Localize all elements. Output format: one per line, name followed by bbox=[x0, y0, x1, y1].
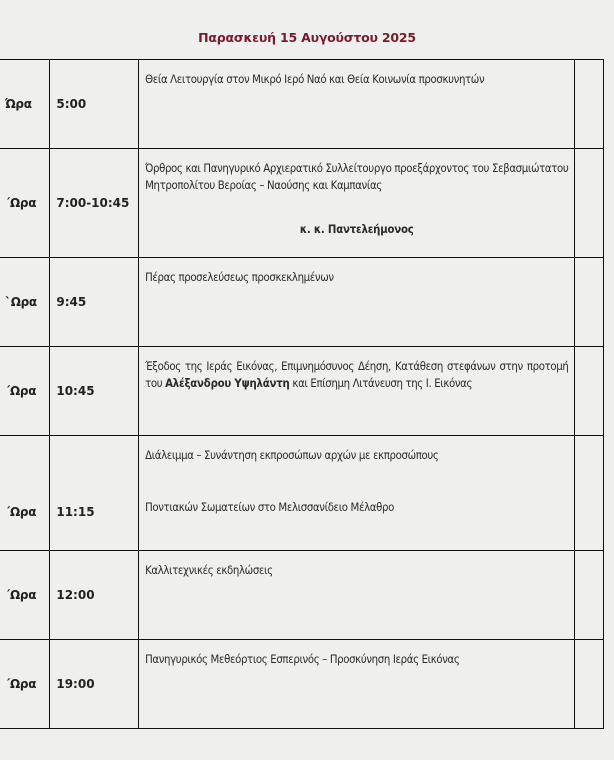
description-cell bbox=[139, 436, 575, 551]
event-emphasis: κ. κ. Παντελεήμονος bbox=[299, 223, 414, 236]
hour-label: `Ωρα bbox=[5, 295, 37, 309]
time-cell bbox=[50, 60, 139, 149]
time-cell bbox=[50, 436, 139, 551]
time-value: 19:00 bbox=[56, 677, 95, 691]
hour-label: Ώρα bbox=[5, 97, 32, 111]
description-cell bbox=[139, 258, 575, 347]
description-bold-name: Αλέξανδρου Υψηλάντη bbox=[165, 377, 290, 390]
hour-label-cell bbox=[0, 258, 50, 347]
description-cell bbox=[139, 149, 575, 258]
schedule-table bbox=[0, 59, 604, 729]
time-value: 7:00-10:45 bbox=[56, 196, 130, 210]
hour-label-cell bbox=[0, 551, 50, 640]
hour-label: ΄Ωρα bbox=[5, 588, 37, 602]
extra-cell bbox=[575, 640, 604, 729]
page-title: Παρασκευή 15 Αυγούστου 2025 bbox=[198, 30, 416, 45]
hour-label: ΄Ωρα bbox=[5, 384, 37, 398]
extra-cell bbox=[575, 347, 604, 436]
table-row bbox=[0, 149, 604, 258]
event-description: Πανηγυρικός Μεθεόρτιος Εσπερινός – Προσκύνηση Ιεράς Εικόνας bbox=[145, 653, 460, 666]
time-cell bbox=[50, 347, 139, 436]
table-row bbox=[0, 640, 604, 729]
time-value: 11:15 bbox=[56, 504, 95, 519]
table-row bbox=[0, 436, 604, 551]
event-description: Καλλιτεχνικές εκδηλώσεις bbox=[145, 564, 273, 577]
hour-label-cell bbox=[0, 347, 50, 436]
hour-label-cell bbox=[0, 640, 50, 729]
event-description: Διάλειμμα – Συνάντηση εκπροσώπων αρχών με εκπροσώπους bbox=[145, 449, 439, 462]
description-cell bbox=[139, 551, 575, 640]
time-value: 5:00 bbox=[56, 97, 87, 111]
extra-cell bbox=[575, 149, 604, 258]
hour-label-cell bbox=[0, 436, 50, 551]
event-description-continued: Ποντιακών Σωματείων στο Μελισσανίδειο Μέλαθρο bbox=[145, 501, 394, 514]
hour-label: ΄Ωρα bbox=[5, 677, 37, 691]
time-value: 10:45 bbox=[56, 384, 95, 398]
event-description: Θεία Λειτουργία στον Μικρό Ιερό Ναό και Θεία Κοινωνία προσκυνητών bbox=[145, 73, 485, 86]
time-cell bbox=[50, 640, 139, 729]
event-description: Όρθρος και Πανηγυρικό Αρχιερατικό Συλλείτουργο προεξάρχοντος του Σεβασμιώτατου Μητροπολίτου Βεροίας – Ναούσης και Καμπανίας bbox=[145, 162, 569, 192]
extra-cell bbox=[575, 436, 604, 551]
description-cell bbox=[139, 60, 575, 149]
table-row bbox=[0, 60, 604, 149]
extra-cell bbox=[575, 60, 604, 149]
extra-cell bbox=[575, 258, 604, 347]
table-row bbox=[0, 347, 604, 436]
hour-label: ΄Ωρα bbox=[5, 196, 37, 210]
time-cell bbox=[50, 149, 139, 258]
description-cell bbox=[139, 347, 575, 436]
event-description: Πέρας προσελεύσεως προσκεκλημένων bbox=[145, 271, 334, 284]
extra-cell bbox=[575, 551, 604, 640]
table-row bbox=[0, 258, 604, 347]
event-description bbox=[145, 358, 568, 392]
time-cell bbox=[50, 551, 139, 640]
hour-label-cell bbox=[0, 149, 50, 258]
time-value: 9:45 bbox=[56, 295, 87, 309]
description-cell bbox=[139, 640, 575, 729]
hour-label-cell bbox=[0, 60, 50, 149]
time-cell bbox=[50, 258, 139, 347]
time-value: 12:00 bbox=[56, 588, 95, 602]
description-text: Έξοδος της Ιεράς Εικόνας, Επιμνημόσυνος Δέηση, Κατάθεση στεφάνων στην προτομή του bbox=[145, 360, 569, 390]
description-text: και Επίσημη Λιτάνευση της Ι. Εικόνας bbox=[289, 377, 473, 390]
table-row bbox=[0, 551, 604, 640]
hour-label: ΄Ωρα bbox=[5, 504, 37, 519]
